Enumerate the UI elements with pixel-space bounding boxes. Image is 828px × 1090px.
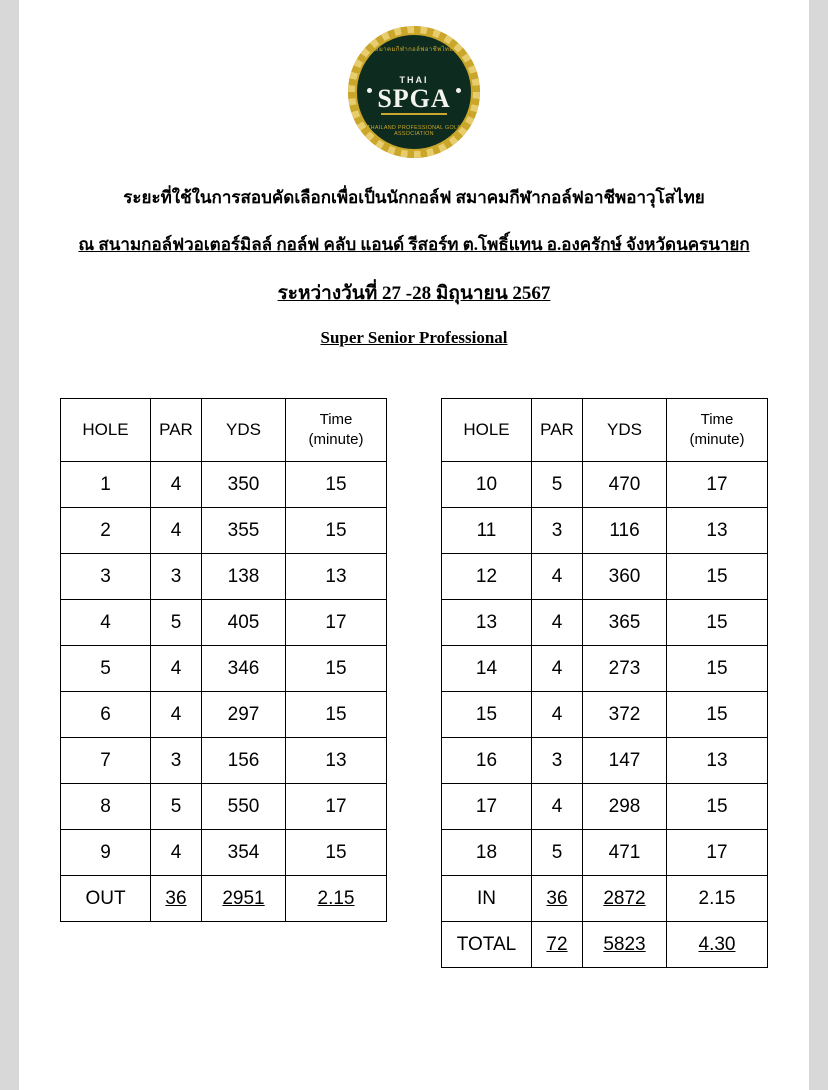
cell-hole: 12 (442, 554, 532, 600)
cell-time: 15 (286, 646, 387, 692)
cell-hole: TOTAL (442, 922, 532, 968)
cell-yds: 471 (583, 830, 667, 876)
cell-yds: 116 (583, 508, 667, 554)
table-header-row (61, 399, 387, 462)
cell-yds: 405 (202, 600, 286, 646)
logo-spga-text: SPGA (377, 84, 451, 113)
cell-hole: 9 (61, 830, 151, 876)
back-nine-table (441, 398, 768, 968)
table-row-in-summary (442, 876, 768, 922)
cell-hole: IN (442, 876, 532, 922)
cell-hole: 5 (61, 646, 151, 692)
cell-time: 15 (667, 600, 768, 646)
table-row (442, 646, 768, 692)
table-row (61, 692, 387, 738)
cell-par: 36 (532, 876, 583, 922)
table-row (61, 462, 387, 508)
cell-hole: 13 (442, 600, 532, 646)
document-page (19, 0, 809, 1090)
cell-par: 4 (151, 692, 202, 738)
column-header-time-unit: (minute) (689, 431, 745, 448)
table-row (61, 646, 387, 692)
cell-yds: 2951 (202, 876, 286, 922)
cell-hole: 15 (442, 692, 532, 738)
cell-yds: 346 (202, 646, 286, 692)
cell-time: 13 (667, 508, 768, 554)
cell-hole: 3 (61, 554, 151, 600)
cell-hole: 1 (61, 462, 151, 508)
cell-time: 15 (667, 692, 768, 738)
logo-divider (381, 113, 447, 115)
cell-time: 17 (667, 830, 768, 876)
cell-yds: 5823 (583, 922, 667, 968)
table-row (442, 738, 768, 784)
table-row (442, 692, 768, 738)
cell-hole: 11 (442, 508, 532, 554)
column-header-time-label: Time (700, 410, 734, 428)
cell-yds: 550 (202, 784, 286, 830)
column-header-hole: HOLE (442, 399, 532, 462)
cell-yds: 138 (202, 554, 286, 600)
cell-yds: 273 (583, 646, 667, 692)
cell-par: 4 (532, 600, 583, 646)
cell-par: 3 (532, 508, 583, 554)
table-row (61, 600, 387, 646)
cell-hole: 7 (61, 738, 151, 784)
cell-yds: 360 (583, 554, 667, 600)
cell-time: 17 (286, 600, 387, 646)
table-row (442, 554, 768, 600)
front-nine-table-body (61, 462, 387, 922)
cell-par: 5 (151, 600, 202, 646)
logo-dot-left-icon (367, 88, 372, 93)
table-row (442, 508, 768, 554)
cell-yds: 355 (202, 508, 286, 554)
cell-time: 17 (667, 462, 768, 508)
table-row (61, 784, 387, 830)
cell-yds: 350 (202, 462, 286, 508)
column-header-time-label: Time (319, 410, 353, 428)
column-header-par: PAR (151, 399, 202, 462)
cell-yds: 298 (583, 784, 667, 830)
table-row (442, 600, 768, 646)
table-row (61, 554, 387, 600)
cell-yds: 470 (583, 462, 667, 508)
table-row (442, 462, 768, 508)
cell-yds: 372 (583, 692, 667, 738)
cell-yds: 297 (202, 692, 286, 738)
cell-hole: 14 (442, 646, 532, 692)
cell-par: 36 (151, 876, 202, 922)
title-line-dates: ระหว่างวันที่ 27 -28 มิถุนายน 2567 (277, 283, 551, 304)
table-row (442, 784, 768, 830)
table-row (61, 508, 387, 554)
front-nine-table (60, 398, 387, 922)
logo-inner-disc (355, 33, 473, 151)
table-row-total-summary (442, 922, 768, 968)
title-line-1: ระยะที่ใช้ในการสอบคัดเลือกเพื่อเป็นนักกอล์ฟ สมาคมกีฬากอล์ฟอาชีพอาวุโสไทย (123, 188, 705, 207)
cell-par: 5 (532, 462, 583, 508)
cell-time: 4.30 (667, 922, 768, 968)
cell-yds: 156 (202, 738, 286, 784)
cell-hole: 8 (61, 784, 151, 830)
cell-par: 4 (151, 508, 202, 554)
cell-yds: 147 (583, 738, 667, 784)
cell-par: 5 (151, 784, 202, 830)
table-row-out-summary (61, 876, 387, 922)
cell-time: 15 (286, 692, 387, 738)
table-row (61, 738, 387, 784)
column-header-hole: HOLE (61, 399, 151, 462)
column-header-time-unit: (minute) (308, 431, 364, 448)
scorecard-tables (38, 398, 790, 968)
cell-par: 4 (532, 784, 583, 830)
cell-par: 72 (532, 922, 583, 968)
cell-time: 15 (667, 784, 768, 830)
cell-time: 15 (286, 508, 387, 554)
cell-hole: 2 (61, 508, 151, 554)
column-header-time (667, 399, 768, 462)
cell-par: 3 (151, 738, 202, 784)
title-line-venue: ณ สนามกอล์ฟวอเตอร์มิลล์ กอล์ฟ คลับ แอนด์ รีสอร์ท ต.โพธิ์แทน อ.องครักษ์ จังหวัดนครนายก (78, 235, 750, 254)
logo-arc-top-text: สมาคมกีฬากอล์ฟอาชีพไทย (374, 47, 454, 53)
cell-hole: 4 (61, 600, 151, 646)
cell-time: 2.15 (286, 876, 387, 922)
column-header-par: PAR (532, 399, 583, 462)
cell-par: 3 (532, 738, 583, 784)
document-headings (38, 184, 790, 348)
cell-par: 4 (532, 554, 583, 600)
cell-time: 13 (286, 738, 387, 784)
cell-yds: 2872 (583, 876, 667, 922)
cell-par: 3 (151, 554, 202, 600)
front-nine-table-head (61, 399, 387, 462)
cell-time: 15 (667, 554, 768, 600)
column-header-yds: YDS (583, 399, 667, 462)
column-header-time (286, 399, 387, 462)
cell-hole: 18 (442, 830, 532, 876)
thai-spga-logo (348, 26, 480, 158)
back-nine-table-body (442, 462, 768, 968)
cell-time: 13 (286, 554, 387, 600)
cell-par: 4 (151, 830, 202, 876)
cell-par: 5 (532, 830, 583, 876)
table-row (61, 830, 387, 876)
cell-time: 17 (286, 784, 387, 830)
logo-container (38, 26, 790, 158)
cell-par: 4 (151, 646, 202, 692)
cell-par: 4 (532, 692, 583, 738)
cell-par: 4 (151, 462, 202, 508)
title-line-category: Super Senior Professional (320, 328, 508, 347)
back-nine-table-head (442, 399, 768, 462)
cell-time: 15 (667, 646, 768, 692)
logo-thai-text: THAI (399, 75, 429, 85)
column-header-yds: YDS (202, 399, 286, 462)
cell-time: 15 (286, 462, 387, 508)
cell-yds: 365 (583, 600, 667, 646)
table-header-row (442, 399, 768, 462)
logo-dot-right-icon (456, 88, 461, 93)
cell-hole: 10 (442, 462, 532, 508)
cell-par: 4 (532, 646, 583, 692)
cell-time: 2.15 (667, 876, 768, 922)
cell-hole: 17 (442, 784, 532, 830)
cell-time: 15 (286, 830, 387, 876)
table-row (442, 830, 768, 876)
cell-hole: 6 (61, 692, 151, 738)
logo-arc-bottom-text: THAILAND PROFESSIONAL GOLF ASSOCIATION (367, 125, 461, 137)
cell-time: 13 (667, 738, 768, 784)
cell-yds: 354 (202, 830, 286, 876)
cell-hole: 16 (442, 738, 532, 784)
cell-hole: OUT (61, 876, 151, 922)
